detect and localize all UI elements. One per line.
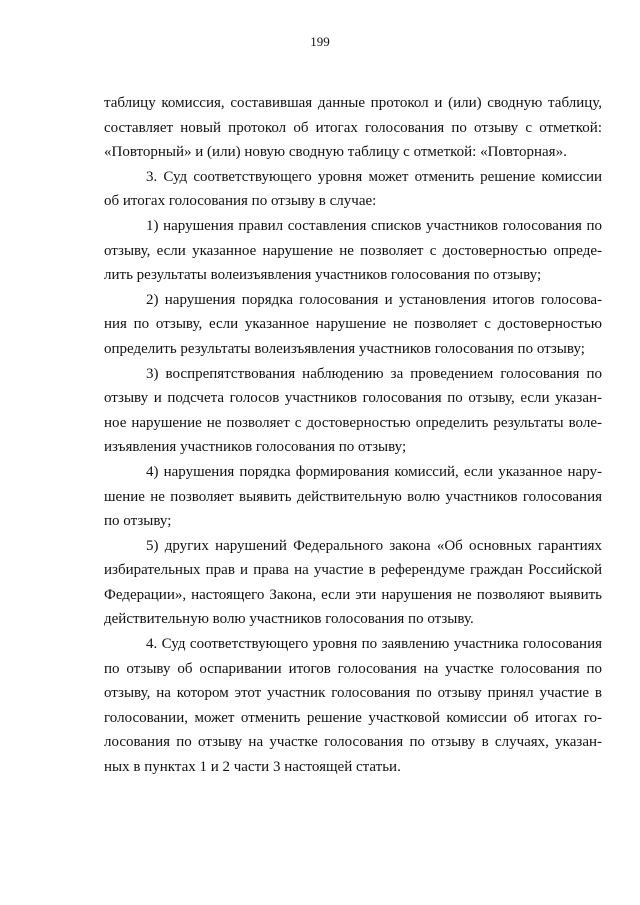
text-line: ное нарушение не позволяет с достоверностью определить результаты воле- — [104, 414, 602, 431]
text-line: таблицу комиссия, составившая данные протокол и (или) сводную таблицу, — [104, 95, 602, 111]
text-line: об итогах голосования по отзыву в случае: — [104, 193, 377, 210]
text-line: Федерации», настоящего Закона, если эти нарушения не позволяют выявить — [104, 586, 602, 603]
text-line: ных в пунктах 1 и 2 части 3 настоящей статьи. — [104, 759, 401, 776]
page-number: 199 — [310, 34, 330, 49]
text-line: 3. Суд соответствующего уровня может отменить решение комиссии — [146, 168, 602, 185]
text-line: 3) воспрепятствования наблюдению за проведением голосования по — [146, 365, 602, 382]
text-line: отзыву, на котором этот участник голосования по отзыву принял участие в — [104, 685, 602, 702]
text-line: голосовании, может отменить решение участковой комиссии об итогах го- — [104, 709, 602, 726]
text-line: по отзыву об оспаривании итогов голосования на участке голосования по — [104, 660, 602, 677]
text-line: шение не позволяет выявить действительную волю участников голосования — [104, 488, 602, 505]
text-line: 5) других нарушений Федерального закона «Об основных гарантиях — [146, 537, 602, 554]
text-line: по отзыву; — [104, 513, 172, 530]
text-line: отзыву, если указанное нарушение не позволяет с достоверностью опреде- — [104, 242, 602, 259]
text-line: 4. Суд соответствующего уровня по заявлению участника голосования — [146, 636, 602, 653]
text-line: лить результаты волеизъявления участников голосования по отзыву; — [104, 267, 542, 284]
text-line: 2) нарушения порядка голосования и установления итогов голосова- — [146, 291, 602, 308]
text-line: 1) нарушения правил составления списков участников голосования по — [146, 217, 602, 234]
text-line: 4) нарушения порядка формирования комиссий, если указанное нару- — [146, 463, 602, 480]
text-line: действительную волю участников голосования по отзыву. — [104, 611, 474, 628]
text-line: ния по отзыву, если указанное нарушение не позволяет с достоверностью — [104, 316, 602, 333]
text-line: лосования по отзыву на участке голосования по отзыву в случаях, указан- — [104, 734, 602, 751]
text-line: составляет новый протокол об итогах голосования по отзыву с отметкой: — [104, 119, 602, 136]
text-line: определить результаты волеизъявления участников голосования по отзыву; — [104, 340, 585, 357]
text-line: избирательных прав и права на участие в референдуме граждан Российской — [104, 562, 602, 579]
text-line: «Повторный» и (или) новую сводную таблицу с отметкой: «Повторная». — [104, 144, 567, 161]
text-line: отзыву и подсчета голосов участников голосования по отзыву, если указан- — [104, 390, 602, 407]
text-line: изъявления участников голосования по отзыву; — [104, 439, 407, 456]
document-body — [104, 91, 602, 780]
